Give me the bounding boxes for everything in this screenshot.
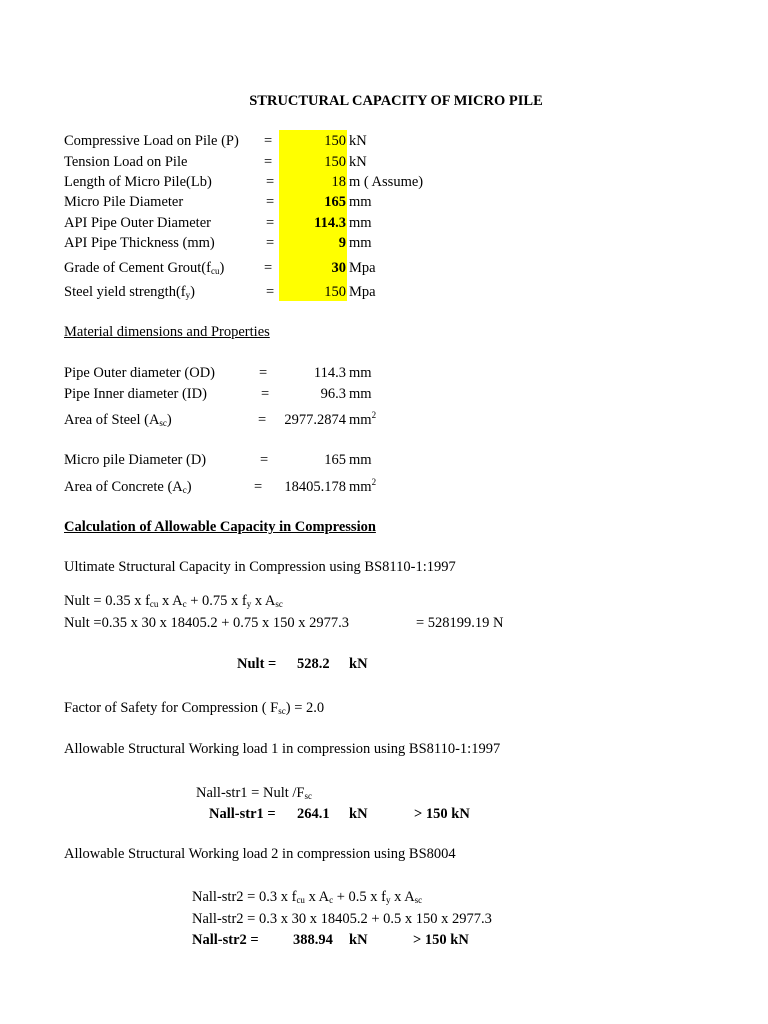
input-unit: m ( Assume) <box>349 174 424 190</box>
factor-of-safety: Factor of Safety for Compression ( $F_{sc}) = 2.0$ <box>64 700 325 716</box>
allowable2-label: Nall-str2 = <box>192 932 259 948</box>
material-eq: = <box>254 479 263 495</box>
ultimate-intro: Ultimate Structural Capacity in Compression using BS8110-1:1997 <box>64 559 456 575</box>
material-value-id: 96.3 <box>320 386 346 402</box>
material-unit: $mm^2$ <box>349 410 377 428</box>
input-eq: = <box>266 284 275 300</box>
nult-unit: kN <box>349 656 368 672</box>
input-label-tension: Tension Load on Pile <box>64 154 188 170</box>
input-unit: Mpa <box>349 284 376 300</box>
allowable2-formula: Nall-str2 = 0.3 x $f_{cu}$ x $A_c + 0.5$ x $f_y$ x $A_{sc}$ <box>192 889 423 905</box>
input-value-grout-grade[interactable]: 30 <box>331 260 346 276</box>
input-unit: mm <box>349 215 372 231</box>
input-eq: = <box>266 174 275 190</box>
allowable1-intro: Allowable Structural Working load 1 in compression using BS8110-1:1997 <box>64 741 501 757</box>
material-eq: = <box>261 386 270 402</box>
input-unit: Mpa <box>349 260 376 276</box>
input-unit: kN <box>349 154 367 170</box>
material-label-pile-diameter: Micro pile Diameter (D) <box>64 452 207 468</box>
input-eq: = <box>266 194 275 210</box>
input-label-grout-grade: Grade of Cement $Grout(f_{cu})$ <box>64 260 225 276</box>
input-value-tension[interactable]: 150 <box>324 154 346 170</box>
input-label-length: Length of Micro Pile(Lb) <box>64 174 212 190</box>
input-label-compressive: Compressive Load on Pile (P) <box>64 133 239 149</box>
material-unit: mm <box>349 365 372 381</box>
nult-value: 528.2 <box>297 656 330 672</box>
input-eq: = <box>264 133 273 149</box>
nult-substitution-result: = 528199.19 N <box>416 615 504 631</box>
nult-label: Nult = <box>237 656 277 672</box>
input-value-pile-diameter[interactable]: 165 <box>324 194 346 210</box>
material-value-od: 114.3 <box>313 365 346 381</box>
material-label-concrete-area: Area of Concrete $(A_c)$ <box>64 479 192 495</box>
allowable2-intro: Allowable Structural Working load 2 in compression using BS8004 <box>64 846 456 862</box>
nult-formula: Nult = 0.35 x $f_{cu}$ x $A_c + 0.75$ x $f_y$ x $A_{sc}$ <box>64 593 283 609</box>
allowable1-unit: kN <box>349 806 368 822</box>
material-label-steel-area: Area of Steel $(A_{sc})$ <box>64 412 172 428</box>
allowable1-formula: Nall-str1 = Nult $/F_{sc}$ <box>196 785 312 801</box>
material-value-concrete-area: 18405.178 <box>284 479 346 495</box>
input-eq: = <box>266 215 275 231</box>
input-value-compressive[interactable]: 150 <box>324 133 346 149</box>
allowable2-check: > 150 kN <box>413 932 469 948</box>
material-eq: = <box>259 365 268 381</box>
material-value-pile-diameter: 165 <box>324 452 346 468</box>
input-eq: = <box>264 260 273 276</box>
allowable1-value: 264.1 <box>297 806 330 822</box>
input-value-pipe-od[interactable]: 114.3 <box>314 215 346 231</box>
compression-heading: Calculation of Allowable Capacity in Compression <box>64 519 376 535</box>
allowable2-value: 388.94 <box>293 932 333 948</box>
input-eq: = <box>266 235 275 251</box>
material-eq: = <box>260 452 269 468</box>
input-unit: mm <box>349 194 372 210</box>
allowable1-label: Nall-str1 = <box>209 806 276 822</box>
material-unit: mm <box>349 386 372 402</box>
allowable1-check: > 150 kN <box>414 806 470 822</box>
input-label-pipe-thickness: API Pipe Thickness (mm) <box>64 235 215 251</box>
material-eq: = <box>258 412 267 428</box>
allowable2-substitution: Nall-str2 = 0.3 x 30 x 18405.2 + 0.5 x 150 x 2977.3 <box>192 911 492 927</box>
input-label-steel-yield: Steel yield $strength(f_y)$ <box>64 284 195 300</box>
input-label-pipe-od: API Pipe Outer Diameter <box>64 215 211 231</box>
material-value-steel-area: 2977.2874 <box>284 412 346 428</box>
material-heading: Material dimensions and Properties <box>64 324 270 340</box>
allowable2-unit: kN <box>349 932 368 948</box>
input-label-pile-diameter: Micro Pile Diameter <box>64 194 184 210</box>
input-eq: = <box>264 154 273 170</box>
material-label-id: Pipe Inner diameter (ID) <box>64 386 207 402</box>
input-value-length[interactable]: 18 <box>331 174 346 190</box>
page-title: STRUCTURAL CAPACITY OF MICRO PILE <box>249 93 543 109</box>
input-unit: mm <box>349 235 372 251</box>
material-unit: mm <box>349 452 372 468</box>
input-value-steel-yield[interactable]: 150 <box>324 284 346 300</box>
input-value-pipe-thickness[interactable]: 9 <box>338 235 346 251</box>
nult-substitution: Nult =0.35 x 30 x 18405.2 + 0.75 x 150 x 2977.3 <box>64 615 350 631</box>
input-unit: kN <box>349 133 367 149</box>
material-unit: $mm^2$ <box>349 477 377 495</box>
material-label-od: Pipe Outer diameter (OD) <box>64 365 215 381</box>
